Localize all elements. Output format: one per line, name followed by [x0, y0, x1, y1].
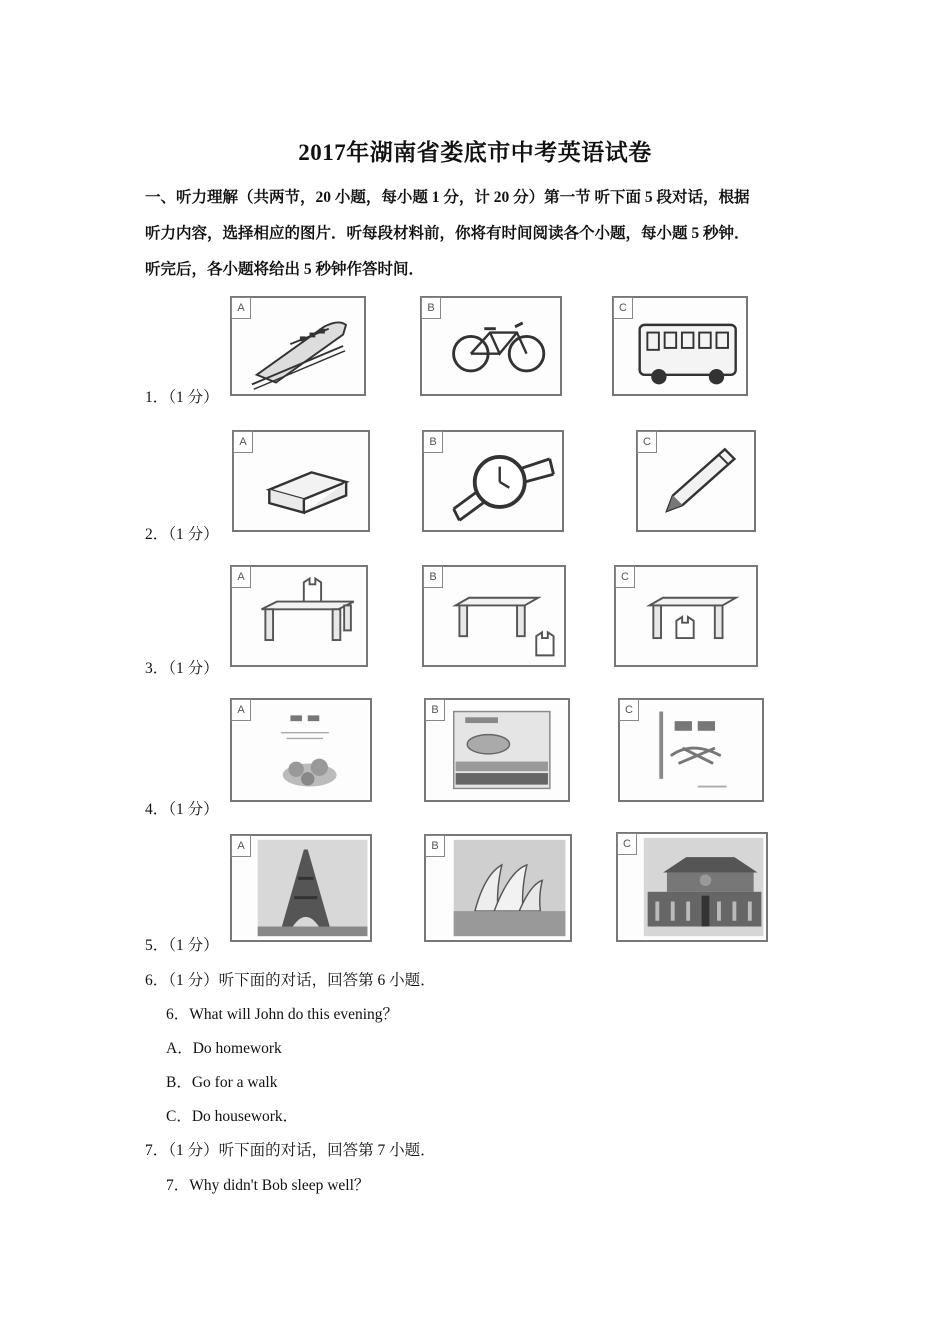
option-letter: A — [231, 699, 251, 721]
listening-instructions — [145, 188, 810, 296]
geography-book-icon — [426, 700, 568, 800]
page-title: 2017年湖南省娄底市中考英语试卷 — [298, 140, 652, 165]
option-b-picture — [422, 565, 566, 667]
eraser-icon — [234, 432, 368, 530]
chinese-book-icon — [620, 700, 762, 800]
option-letter: A — [231, 297, 251, 319]
science-book-icon — [232, 700, 370, 800]
option-b-picture — [420, 296, 562, 396]
option-letter: B — [425, 699, 445, 721]
option-letter: C — [613, 297, 633, 319]
option-letter: B — [425, 835, 445, 857]
option-a-picture — [232, 430, 370, 532]
option-a-picture — [230, 565, 368, 667]
cat-beside-table-icon — [424, 567, 564, 665]
option-letter: C — [637, 431, 657, 453]
option-a-picture — [230, 698, 372, 802]
option-c-picture — [612, 296, 748, 396]
option-letter: C — [615, 566, 635, 588]
option-letter: B — [423, 566, 443, 588]
question-4-label: 4．（1 分） — [145, 801, 219, 818]
option-b-picture — [422, 430, 564, 532]
pencil-icon — [638, 432, 754, 530]
question-6-text: 6．What will John do this evening？ — [166, 1006, 399, 1023]
option-letter: C — [619, 699, 639, 721]
option-letter: B — [423, 431, 443, 453]
instructions-line-2: 听力内容，选择相应的图片．听每段材料前，你将有时间阅读各个小题，每小题 5 秒钟． — [145, 225, 750, 242]
option-letter: A — [231, 835, 251, 857]
sydney-opera-house-icon — [426, 836, 570, 940]
question-6-option-c: C．Do housework． — [166, 1108, 299, 1125]
option-c-picture — [614, 565, 758, 667]
option-c-picture — [618, 698, 764, 802]
option-letter: A — [233, 431, 253, 453]
question-6-intro: 6．（1 分）听下面的对话，回答第 6 小题． — [145, 972, 436, 989]
question-6-option-b: B．Go for a walk — [166, 1074, 278, 1091]
watch-icon — [424, 432, 562, 530]
question-6-option-a: A．Do homework — [166, 1040, 282, 1057]
question-2-label: 2．（1 分） — [145, 526, 219, 543]
bicycle-icon — [422, 298, 560, 394]
instructions-line-1: 一、听力理解（共两节，20 小题，每小题 1 分，计 20 分）第一节 听下面 5 段对话，根据 — [145, 189, 750, 206]
option-c-picture — [616, 832, 768, 942]
option-letter: B — [421, 297, 441, 319]
question-5-label: 5．（1 分） — [145, 937, 219, 954]
option-letter: A — [231, 566, 251, 588]
question-7-intro: 7．（1 分）听下面的对话，回答第 7 小题． — [145, 1142, 436, 1159]
option-a-picture — [230, 296, 366, 396]
option-b-picture — [424, 698, 570, 802]
question-3-label: 3．（1 分） — [145, 660, 219, 677]
option-c-picture — [636, 430, 756, 532]
option-b-picture — [424, 834, 572, 942]
train-icon — [232, 298, 364, 394]
eiffel-tower-icon — [232, 836, 370, 940]
option-a-picture — [230, 834, 372, 942]
question-1-label: 1．（1 分） — [145, 389, 219, 406]
tiananmen-icon — [618, 834, 766, 940]
option-letter: C — [617, 833, 637, 855]
instructions-line-3: 听完后，各小题将给出 5 秒钟作答时间． — [145, 261, 425, 278]
bus-icon — [614, 298, 746, 394]
cat-under-table-icon — [616, 567, 756, 665]
cat-on-table-icon — [232, 567, 366, 665]
question-7-text: 7．Why didn't Bob sleep well？ — [166, 1177, 370, 1194]
